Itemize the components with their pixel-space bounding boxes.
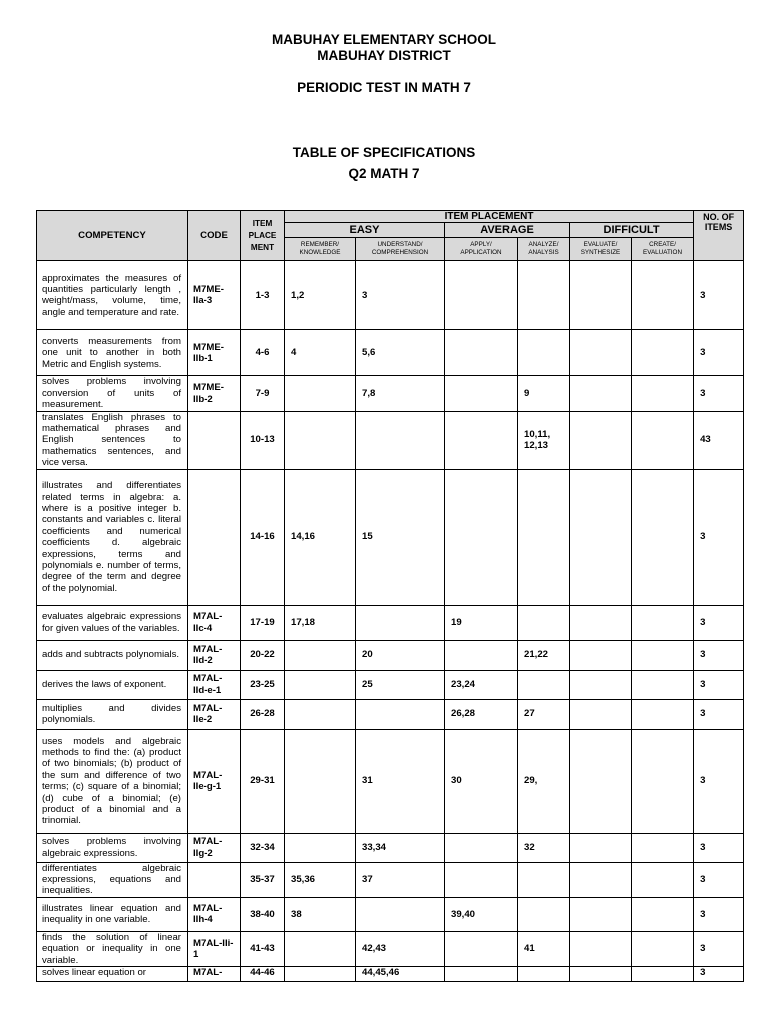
table-row	[37, 967, 744, 982]
analyze-cell	[518, 897, 570, 931]
evaluate-cell	[570, 967, 632, 982]
items-cell: 3	[694, 670, 744, 699]
items-cell: 3	[694, 261, 744, 330]
header-create: CREATE/ EVALUATION	[632, 238, 694, 261]
header-remember: REMEMBER/ KNOWLEDGE	[285, 238, 356, 261]
header-analyze: ANALYZE/ ANALYSIS	[518, 238, 570, 261]
code-cell: M7AL-IId-e-1	[188, 670, 241, 699]
evaluate-cell	[570, 729, 632, 833]
understand-cell	[356, 411, 445, 469]
placement-cell: 41-43	[241, 931, 285, 966]
code-cell: M7AL-IIe-2	[188, 699, 241, 729]
evaluate-cell	[570, 261, 632, 330]
apply-cell	[445, 376, 518, 411]
analyze-cell	[518, 967, 570, 982]
items-cell: 3	[694, 833, 744, 862]
analyze-cell	[518, 670, 570, 699]
placement-cell: 1-3	[241, 261, 285, 330]
create-cell	[632, 411, 694, 469]
remember-cell	[285, 931, 356, 966]
apply-cell	[445, 469, 518, 605]
understand-cell: 15	[356, 469, 445, 605]
items-cell: 3	[694, 605, 744, 640]
remember-cell	[285, 833, 356, 862]
understand-cell	[356, 897, 445, 931]
code-cell: M7AL-IIh-4	[188, 897, 241, 931]
competency-cell: approximates the measures of quantities particularly length , weight/mass, volume, time, angle and temperature and rate.	[37, 261, 188, 330]
competency-cell: finds the solution of linear equation or inequality in one variable.	[37, 931, 188, 966]
analyze-cell	[518, 261, 570, 330]
remember-cell: 35,36	[285, 862, 356, 897]
table-row	[37, 833, 744, 862]
placement-cell: 14-16	[241, 469, 285, 605]
placement-cell: 20-22	[241, 640, 285, 670]
table-row	[37, 330, 744, 376]
items-cell: 43	[694, 411, 744, 469]
tos-title: TABLE OF SPECIFICATIONS	[292, 145, 476, 160]
apply-cell	[445, 411, 518, 469]
analyze-cell	[518, 469, 570, 605]
evaluate-cell	[570, 605, 632, 640]
table-row	[37, 897, 744, 931]
district-name: MABUHAY DISTRICT	[317, 48, 451, 63]
create-cell	[632, 931, 694, 966]
apply-cell	[445, 640, 518, 670]
code-cell: M7ME-IIb-2	[188, 376, 241, 411]
placement-cell: 44-46	[241, 967, 285, 982]
code-cell: M7AL-IIc-4	[188, 605, 241, 640]
code-cell	[188, 411, 241, 469]
header-competency: COMPETENCY	[37, 211, 188, 261]
competency-cell: evaluates algebraic expressions for given values of the variables.	[37, 605, 188, 640]
competency-cell: uses models and algebraic methods to find the: (a) product of two binomials; (b) product of the sum and difference of two terms; (c) square of a binomial; (d) cube of a binomial; (e) product of a binomial and a trinomial.	[37, 729, 188, 833]
analyze-cell	[518, 862, 570, 897]
items-cell: 3	[694, 897, 744, 931]
competency-cell: converts measurements from one unit to another in both Metric and English systems.	[37, 330, 188, 376]
table-row	[37, 261, 744, 330]
table-row	[37, 469, 744, 605]
placement-cell: 23-25	[241, 670, 285, 699]
competency-cell: differentiates algebraic expressions, equations and inequalities.	[37, 862, 188, 897]
placement-cell: 17-19	[241, 605, 285, 640]
analyze-cell: 9	[518, 376, 570, 411]
header-difficult: DIFFICULT	[570, 223, 694, 238]
understand-cell: 44,45,46	[356, 967, 445, 982]
items-cell: 3	[694, 469, 744, 605]
remember-cell	[285, 729, 356, 833]
evaluate-cell	[570, 376, 632, 411]
understand-cell: 20	[356, 640, 445, 670]
placement-cell: 35-37	[241, 862, 285, 897]
create-cell	[632, 261, 694, 330]
evaluate-cell	[570, 931, 632, 966]
items-cell: 3	[694, 862, 744, 897]
placement-cell: 29-31	[241, 729, 285, 833]
table-row	[37, 729, 744, 833]
placement-cell: 4-6	[241, 330, 285, 376]
placement-cell: 32-34	[241, 833, 285, 862]
create-cell	[632, 640, 694, 670]
apply-cell	[445, 261, 518, 330]
understand-cell	[356, 605, 445, 640]
evaluate-cell	[570, 330, 632, 376]
table-row	[37, 670, 744, 699]
analyze-cell: 32	[518, 833, 570, 862]
table-row	[37, 862, 744, 897]
code-cell: M7AL-	[188, 967, 241, 982]
remember-cell: 4	[285, 330, 356, 376]
header-no-of-items: NO. OF ITEMS	[694, 211, 744, 261]
competency-cell: derives the laws of exponent.	[37, 670, 188, 699]
create-cell	[632, 897, 694, 931]
placement-cell: 7-9	[241, 376, 285, 411]
understand-cell: 33,34	[356, 833, 445, 862]
competency-cell: illustrates and differentiates related terms in algebra: a. where is a positive integer b. constants and variables c. literal coefficients and numerical coefficients d. algebraic expressions, terms and polynomials e. number of terms, degree of the term and degree of the polynomial.	[37, 469, 188, 605]
code-cell: M7ME-IIa-3	[188, 261, 241, 330]
apply-cell: 26,28	[445, 699, 518, 729]
competency-cell: solves problems involving algebraic expressions.	[37, 833, 188, 862]
understand-cell: 25	[356, 670, 445, 699]
placement-cell: 10-13	[241, 411, 285, 469]
header-code: CODE	[188, 211, 241, 261]
apply-cell	[445, 931, 518, 966]
apply-cell	[445, 862, 518, 897]
table-row	[37, 699, 744, 729]
apply-cell: 39,40	[445, 897, 518, 931]
code-cell: M7ME-IIb-1	[188, 330, 241, 376]
table-row	[37, 640, 744, 670]
evaluate-cell	[570, 833, 632, 862]
evaluate-cell	[570, 469, 632, 605]
competency-cell: multiplies and divides polynomials.	[37, 699, 188, 729]
create-cell	[632, 605, 694, 640]
understand-cell: 5,6	[356, 330, 445, 376]
items-cell: 3	[694, 967, 744, 982]
table-row	[37, 376, 744, 411]
remember-cell	[285, 699, 356, 729]
code-cell: M7AL-IIg-2	[188, 833, 241, 862]
analyze-cell	[518, 605, 570, 640]
apply-cell: 19	[445, 605, 518, 640]
analyze-cell	[518, 330, 570, 376]
evaluate-cell	[570, 897, 632, 931]
understand-cell: 31	[356, 729, 445, 833]
remember-cell: 1,2	[285, 261, 356, 330]
evaluate-cell	[570, 670, 632, 699]
code-cell: M7AL-IId-2	[188, 640, 241, 670]
items-cell: 3	[694, 699, 744, 729]
code-cell: M7AL-IIe-g-1	[188, 729, 241, 833]
table-row	[37, 411, 744, 469]
items-cell: 3	[694, 330, 744, 376]
create-cell	[632, 699, 694, 729]
table-row	[37, 605, 744, 640]
header-item-placement-group: ITEM PLACEMENT	[285, 211, 694, 223]
apply-cell	[445, 967, 518, 982]
remember-cell	[285, 376, 356, 411]
apply-cell	[445, 833, 518, 862]
items-cell: 3	[694, 376, 744, 411]
items-cell: 3	[694, 729, 744, 833]
create-cell	[632, 670, 694, 699]
header-apply: APPLY/ APPLICATION	[445, 238, 518, 261]
apply-cell	[445, 330, 518, 376]
evaluate-cell	[570, 862, 632, 897]
code-cell: M7AL-IIi-1	[188, 931, 241, 966]
header-evaluate: EVALUATE/ SYNTHESIZE	[570, 238, 632, 261]
competency-cell: illustrates linear equation and inequality in one variable.	[37, 897, 188, 931]
remember-cell	[285, 670, 356, 699]
analyze-cell: 27	[518, 699, 570, 729]
competency-cell: solves problems involving conversion of units of measurement.	[37, 376, 188, 411]
analyze-cell: 29,	[518, 729, 570, 833]
items-cell: 3	[694, 931, 744, 966]
code-cell	[188, 469, 241, 605]
remember-cell	[285, 411, 356, 469]
header-understand: UNDERSTAND/ COMPREHENSION	[356, 238, 445, 261]
apply-cell: 23,24	[445, 670, 518, 699]
evaluate-cell	[570, 411, 632, 469]
understand-cell: 37	[356, 862, 445, 897]
understand-cell: 3	[356, 261, 445, 330]
header-easy: EASY	[285, 223, 445, 238]
competency-cell: translates English phrases to mathematical phrases and English sentences to mathematics sentences, and vice versa.	[37, 411, 188, 469]
test-title: PERIODIC TEST IN MATH 7	[297, 80, 471, 95]
analyze-cell: 21,22	[518, 640, 570, 670]
create-cell	[632, 376, 694, 411]
remember-cell	[285, 967, 356, 982]
create-cell	[632, 729, 694, 833]
placement-cell: 38-40	[241, 897, 285, 931]
create-cell	[632, 469, 694, 605]
apply-cell: 30	[445, 729, 518, 833]
remember-cell: 17,18	[285, 605, 356, 640]
evaluate-cell	[570, 640, 632, 670]
evaluate-cell	[570, 699, 632, 729]
code-cell	[188, 862, 241, 897]
items-cell: 3	[694, 640, 744, 670]
specifications-table	[36, 210, 744, 982]
competency-cell: solves linear equation or	[37, 967, 188, 982]
understand-cell: 7,8	[356, 376, 445, 411]
analyze-cell: 41	[518, 931, 570, 966]
table-row	[37, 931, 744, 966]
header-average: AVERAGE	[445, 223, 570, 238]
remember-cell	[285, 640, 356, 670]
school-name: MABUHAY ELEMENTARY SCHOOL	[271, 32, 497, 47]
create-cell	[632, 862, 694, 897]
header-item-placement: ITEM PLACE MENT	[241, 211, 285, 261]
placement-cell: 26-28	[241, 699, 285, 729]
create-cell	[632, 833, 694, 862]
create-cell	[632, 967, 694, 982]
create-cell	[632, 330, 694, 376]
competency-cell: adds and subtracts polynomials.	[37, 640, 188, 670]
remember-cell: 38	[285, 897, 356, 931]
understand-cell: 42,43	[356, 931, 445, 966]
tos-subtitle: Q2 MATH 7	[348, 166, 420, 181]
understand-cell	[356, 699, 445, 729]
remember-cell: 14,16	[285, 469, 356, 605]
analyze-cell: 10,11, 12,13	[518, 411, 570, 469]
